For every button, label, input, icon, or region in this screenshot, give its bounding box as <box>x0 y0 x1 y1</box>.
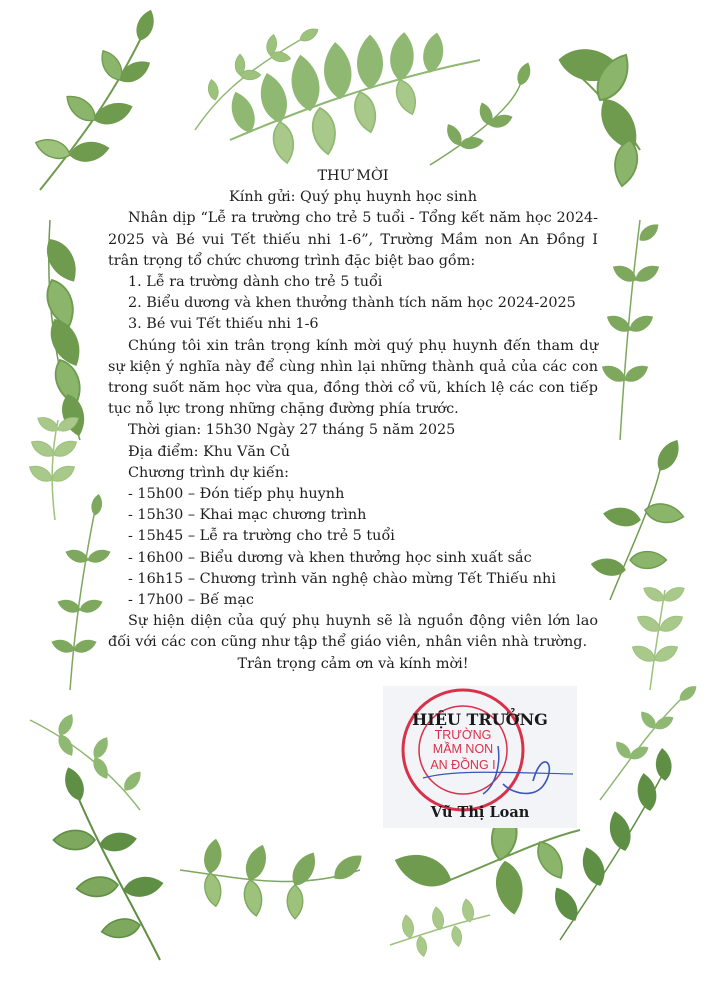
fern-frond-top <box>227 32 480 165</box>
event-items-list <box>108 272 598 336</box>
letter-invite: Chúng tôi xin trân trọng kính mời quý phụ huynh đến tham dự sự kiện ý nghĩa này để cùng nhìn lại những thành quả của các con trong suốt năm học vừa qua, đồng thời cổ vũ, khích lệ các con tiếp tục nỗ lực trong những chặng đường phía trước. <box>108 337 598 418</box>
program-list <box>108 484 598 611</box>
letter-title: THƯ MỜI <box>317 168 389 184</box>
program-item: - 16h15 – Chương trình văn nghệ chào mừng Tết Thiếu nhi <box>128 570 556 587</box>
leaf-vine-left <box>41 220 88 440</box>
event-item: 3. Bé vui Tết thiếu nhi 1-6 <box>128 316 319 333</box>
leaf-sprig-top-right <box>430 61 533 165</box>
letter-intro: Nhân dịp “Lễ ra trường cho trẻ 5 tuổi - Tổng kết năm học 2024-2025 và Bé vui Tết thiếu nhi 1-6”, Trường Mầm non An Đồng I trân trọng tổ chức chương trình đặc biệt bao gồm: <box>108 210 598 269</box>
letter-closing: Trân trọng cảm ơn và kính mời! <box>237 655 469 672</box>
letter-closing-paragraph: Sự hiện diện của quý phụ huynh sẽ là nguồn động viên lớn lao đối với các con cũng như tập thể giáo viên, nhân viên nhà trường. <box>108 613 598 651</box>
leaf-vine-right <box>599 220 661 440</box>
stamp-text: AN ĐỒNG I <box>430 758 496 772</box>
program-item: - 15h30 – Khai mạc chương trình <box>128 507 367 524</box>
program-item: - 17h00 – Bế mạc <box>128 592 254 609</box>
event-time: Thời gian: 15h30 Ngày 27 tháng 5 năm 2025 <box>128 422 456 439</box>
stamp-text: TRƯỜNG <box>434 728 492 742</box>
signer-name: Vũ Thị Loan <box>430 804 530 821</box>
letter-salutation: Kính gửi: Quý phụ huynh học sinh <box>229 189 477 206</box>
invitation-letter <box>108 166 598 675</box>
event-item: 1. Lễ ra trường dành cho trẻ 5 tuổi <box>128 274 383 291</box>
program-item: - 15h45 – Lễ ra trường cho trẻ 5 tuổi <box>128 528 395 545</box>
fern-bottom <box>390 898 490 957</box>
leaf-sprig-bottom-center <box>180 838 366 918</box>
event-place: Địa điểm: Khu Văn Củ <box>128 443 291 460</box>
leaf-sprig-left-lower <box>50 494 112 690</box>
leaf-cluster-right-mid <box>590 437 685 600</box>
program-item: - 15h00 – Đón tiếp phụ huynh <box>128 486 345 503</box>
program-item: - 16h00 – Biểu dương và khen thưởng học sinh xuất sắc <box>128 549 532 566</box>
leaf-sprig-top-left <box>33 8 158 190</box>
stamp-text: MẦM NON <box>432 742 494 756</box>
event-item: 2. Biểu dương và khen thưởng thành tích năm học 2024-2025 <box>128 295 576 312</box>
signer-role: HIỆU TRƯỞNG <box>412 710 548 729</box>
signature-block <box>383 686 577 828</box>
leaf-branch-bottom-left <box>53 766 164 960</box>
leaf-sprig-bottom-left <box>30 712 144 810</box>
fern-right <box>629 584 686 690</box>
program-title: Chương trình dự kiến: <box>128 464 289 481</box>
